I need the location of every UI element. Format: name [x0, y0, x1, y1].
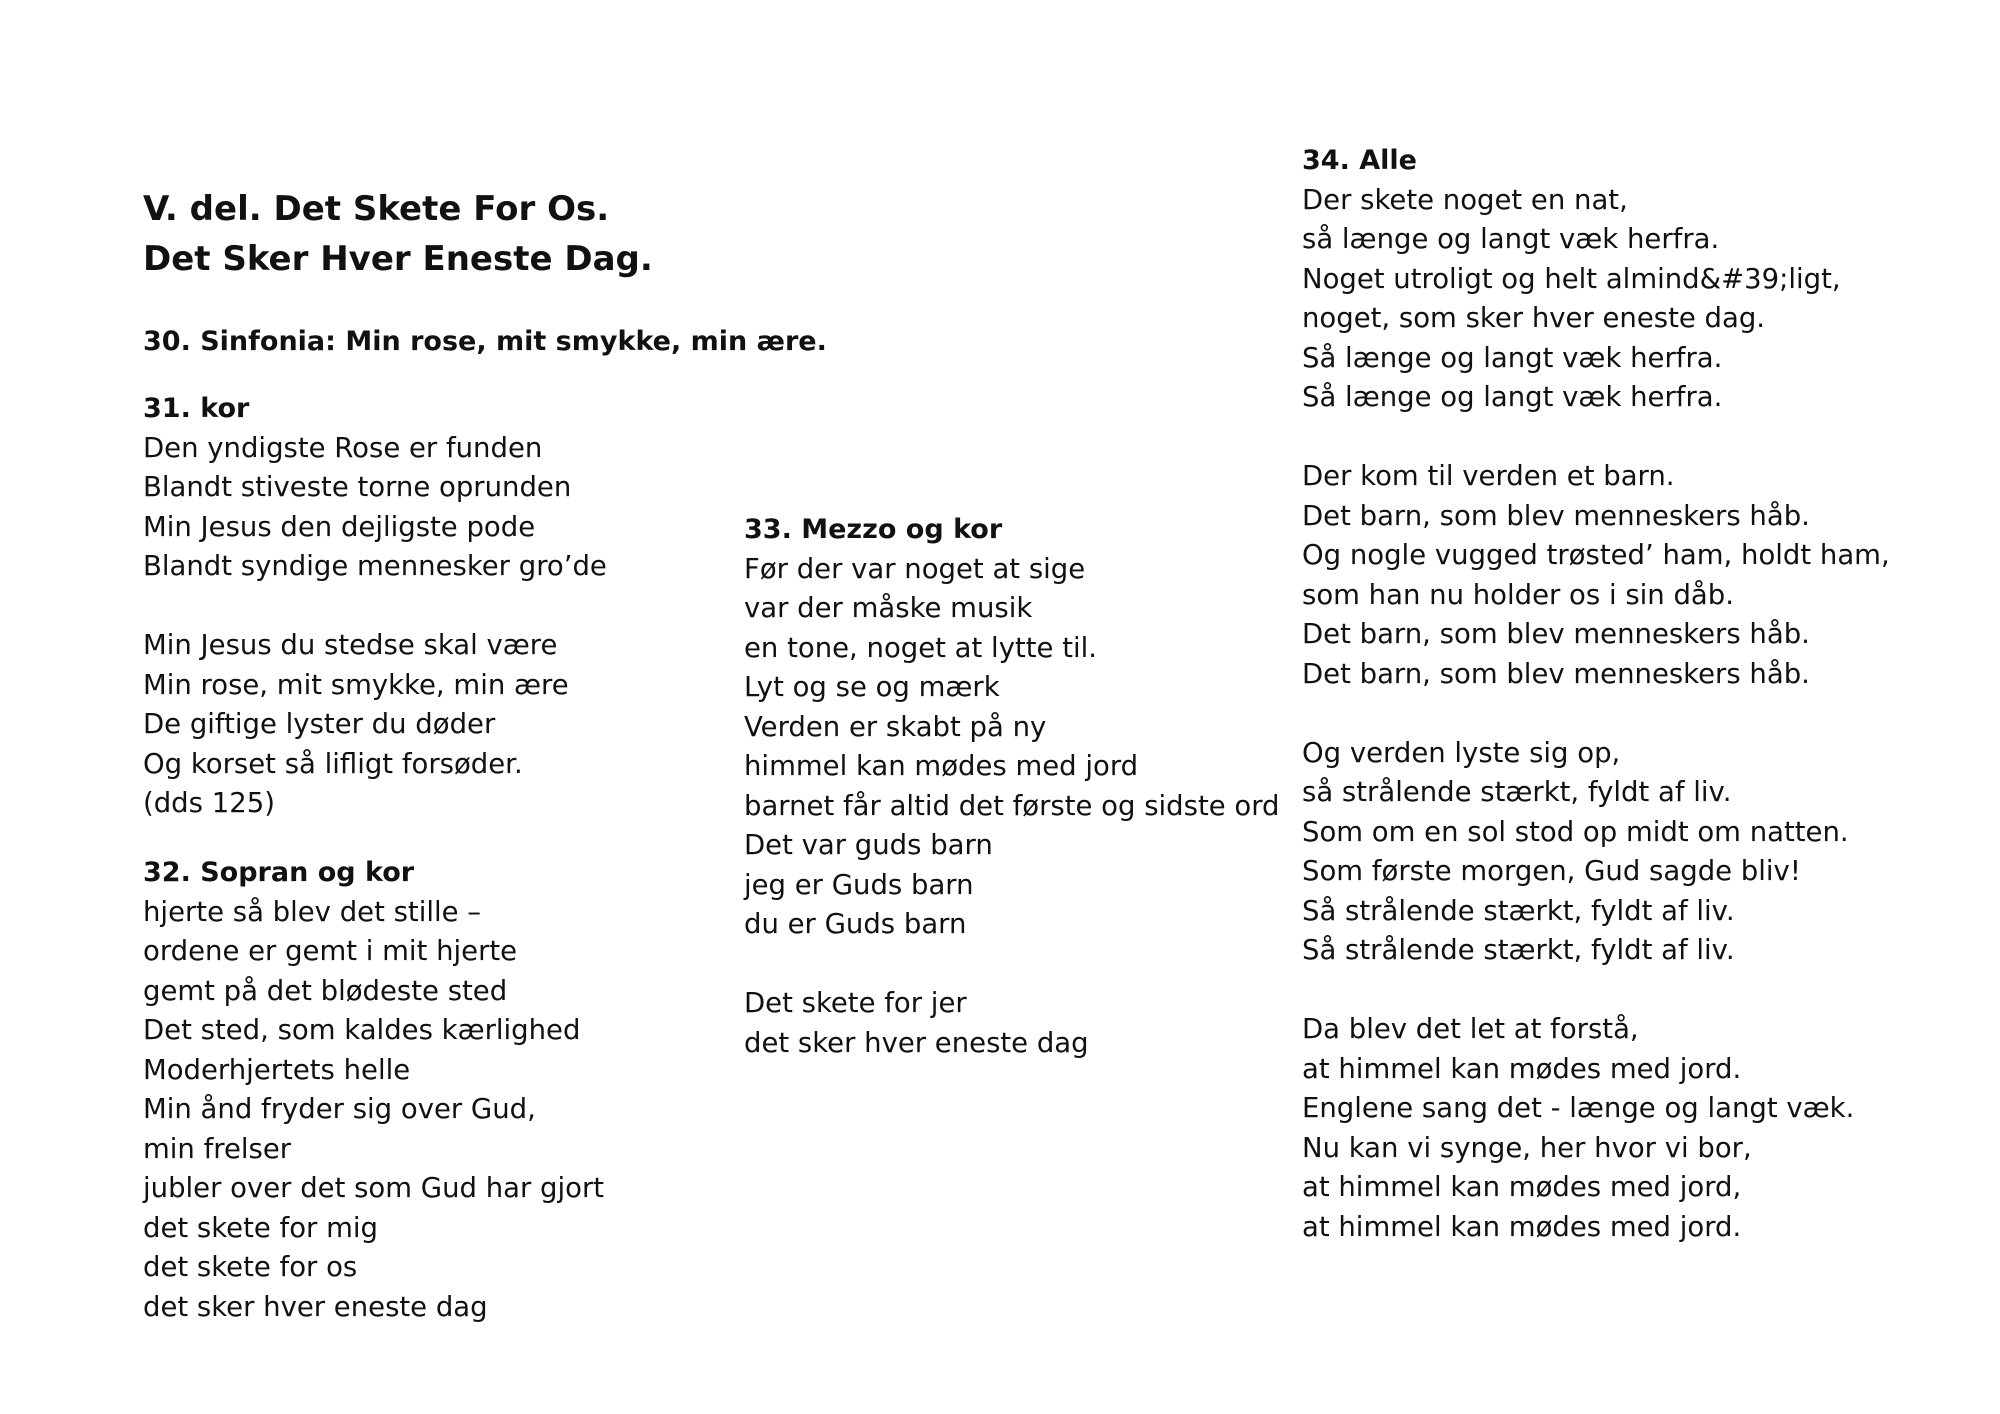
lyric-line: (dds 125) — [143, 787, 275, 819]
section-heading: 30. Sinfonia: Min rose, mit smykke, min ære. — [143, 326, 827, 357]
lyric-line: det skete for os — [143, 1251, 358, 1283]
lyric-line: min frelser — [143, 1132, 292, 1165]
section-34-alle — [1302, 141, 1890, 1247]
lyric-line: Blandt syndige mennesker gro’de — [143, 550, 607, 582]
lyric-line: Da blev det let at forstå, — [1302, 1013, 1639, 1045]
lyric-line: Som første morgen, Gud sagde bliv! — [1302, 855, 1801, 887]
lyric-lines — [744, 550, 1280, 1064]
lyric-line: hjerte så blev det stille – — [143, 895, 482, 928]
lyric-line: Og verden lyste sig op, — [1302, 736, 1621, 769]
lyric-line: Så længe og langt væk herfra. — [1302, 341, 1723, 374]
section-heading: 31. kor — [143, 393, 250, 424]
lyric-line: Lyt og se og mærk — [744, 671, 1000, 703]
lyric-line: Så strålende stærkt, fyldt af liv. — [1302, 934, 1735, 966]
lyric-line: Nu kan vi synge, her hvor vi bor, — [1302, 1131, 1752, 1164]
lyric-line: Verden er skabt på ny — [744, 710, 1047, 743]
lyric-line: jubler over det som Gud har gjort — [143, 1172, 605, 1204]
section-33-mezzo-og-kor — [744, 510, 1280, 1063]
stanza-break — [1302, 694, 1890, 734]
lyric-lines — [1302, 181, 1890, 1248]
lyric-line: Min Jesus du stedse skal være — [143, 629, 558, 661]
lyric-line: Som om en sol stod op midt om natten. — [1302, 815, 1849, 848]
lyric-line: du er Guds barn — [744, 908, 967, 940]
lyric-line: som han nu holder os i sin dåb. — [1302, 578, 1734, 611]
section-31-kor — [143, 389, 607, 824]
lyric-line: Den yndigste Rose er funden — [143, 431, 543, 464]
lyric-line: himmel kan mødes med jord — [744, 750, 1139, 782]
lyric-line: noget, som sker hver eneste dag. — [1302, 302, 1766, 334]
lyric-lines — [143, 893, 604, 1328]
title-line-2: Det Sker Hver Eneste Dag. — [143, 239, 653, 279]
lyric-line: Så længe og langt væk herfra. — [1302, 381, 1723, 413]
section-32-sopran-og-kor — [143, 853, 604, 1327]
lyric-line: Det barn, som blev menneskers håb. — [1302, 499, 1810, 532]
lyric-line: Moderhjertets helle — [143, 1053, 411, 1086]
lyric-line: Der skete noget en nat, — [1302, 183, 1628, 216]
lyric-line: Min rose, mit smykke, min ære — [143, 668, 569, 701]
lyric-line: Og korset så lifligt forsøder. — [143, 747, 523, 780]
section-heading: 32. Sopran og kor — [143, 857, 415, 888]
lyric-line: at himmel kan mødes med jord. — [1302, 1052, 1742, 1085]
lyric-line: Det var guds barn — [744, 829, 993, 861]
lyric-line: Det sted, som kaldes kærlighed — [143, 1014, 581, 1046]
lyric-line: Min Jesus den dejligste pode — [143, 510, 536, 543]
stanza-break — [143, 587, 607, 627]
lyric-line: at himmel kan mødes med jord, — [1302, 1171, 1742, 1203]
stanza-break — [1302, 418, 1890, 458]
lyric-line: Det skete for jer — [744, 987, 967, 1019]
lyric-line: barnet får altid det første og sidste ord — [744, 789, 1280, 822]
lyric-line: Det barn, som blev menneskers håb. — [1302, 657, 1810, 690]
lyric-line: en tone, noget at lytte til. — [744, 631, 1098, 664]
lyric-line: De giftige lyster du døder — [143, 708, 496, 740]
stanza-break — [1302, 971, 1890, 1011]
lyric-line: det skete for mig — [143, 1211, 378, 1244]
title-line-1: V. del. Det Skete For Os. — [143, 189, 610, 229]
lyric-line: Det barn, som blev menneskers håb. — [1302, 618, 1810, 650]
lyric-line: Blandt stiveste torne oprunden — [143, 471, 572, 503]
lyric-line: det sker hver eneste dag — [143, 1290, 488, 1323]
lyric-line: at himmel kan mødes med jord. — [1302, 1210, 1742, 1243]
lyric-line: så længe og langt væk herfra. — [1302, 223, 1720, 255]
section-30-sinfonia — [143, 322, 827, 362]
lyric-line: Så strålende stærkt, fyldt af liv. — [1302, 894, 1735, 927]
lyric-lines — [143, 429, 607, 824]
page-title — [143, 184, 763, 284]
lyric-line: Der kom til verden et barn. — [1302, 460, 1675, 492]
lyric-line: Noget utroligt og helt almind&#39;ligt, — [1302, 262, 1841, 295]
lyric-line: ordene er gemt i mit hjerte — [143, 935, 518, 967]
lyric-line: Min ånd fryder sig over Gud, — [143, 1093, 536, 1125]
lyric-line: gemt på det blødeste sted — [143, 974, 508, 1007]
lyric-line: Englene sang det - længe og langt væk. — [1302, 1092, 1855, 1124]
lyric-line: jeg er Guds barn — [744, 868, 974, 901]
lyric-line: så strålende stærkt, fyldt af liv. — [1302, 776, 1732, 808]
section-heading: 33. Mezzo og kor — [744, 514, 1003, 545]
lyric-line: Før der var noget at sige — [744, 552, 1086, 585]
lyric-line: det sker hver eneste dag — [744, 1026, 1089, 1059]
lyric-line: Og nogle vugged trøsted’ ham, holdt ham, — [1302, 539, 1890, 571]
lyric-line: var der måske musik — [744, 592, 1033, 624]
stanza-break — [744, 945, 1280, 985]
section-heading: 34. Alle — [1302, 145, 1417, 176]
